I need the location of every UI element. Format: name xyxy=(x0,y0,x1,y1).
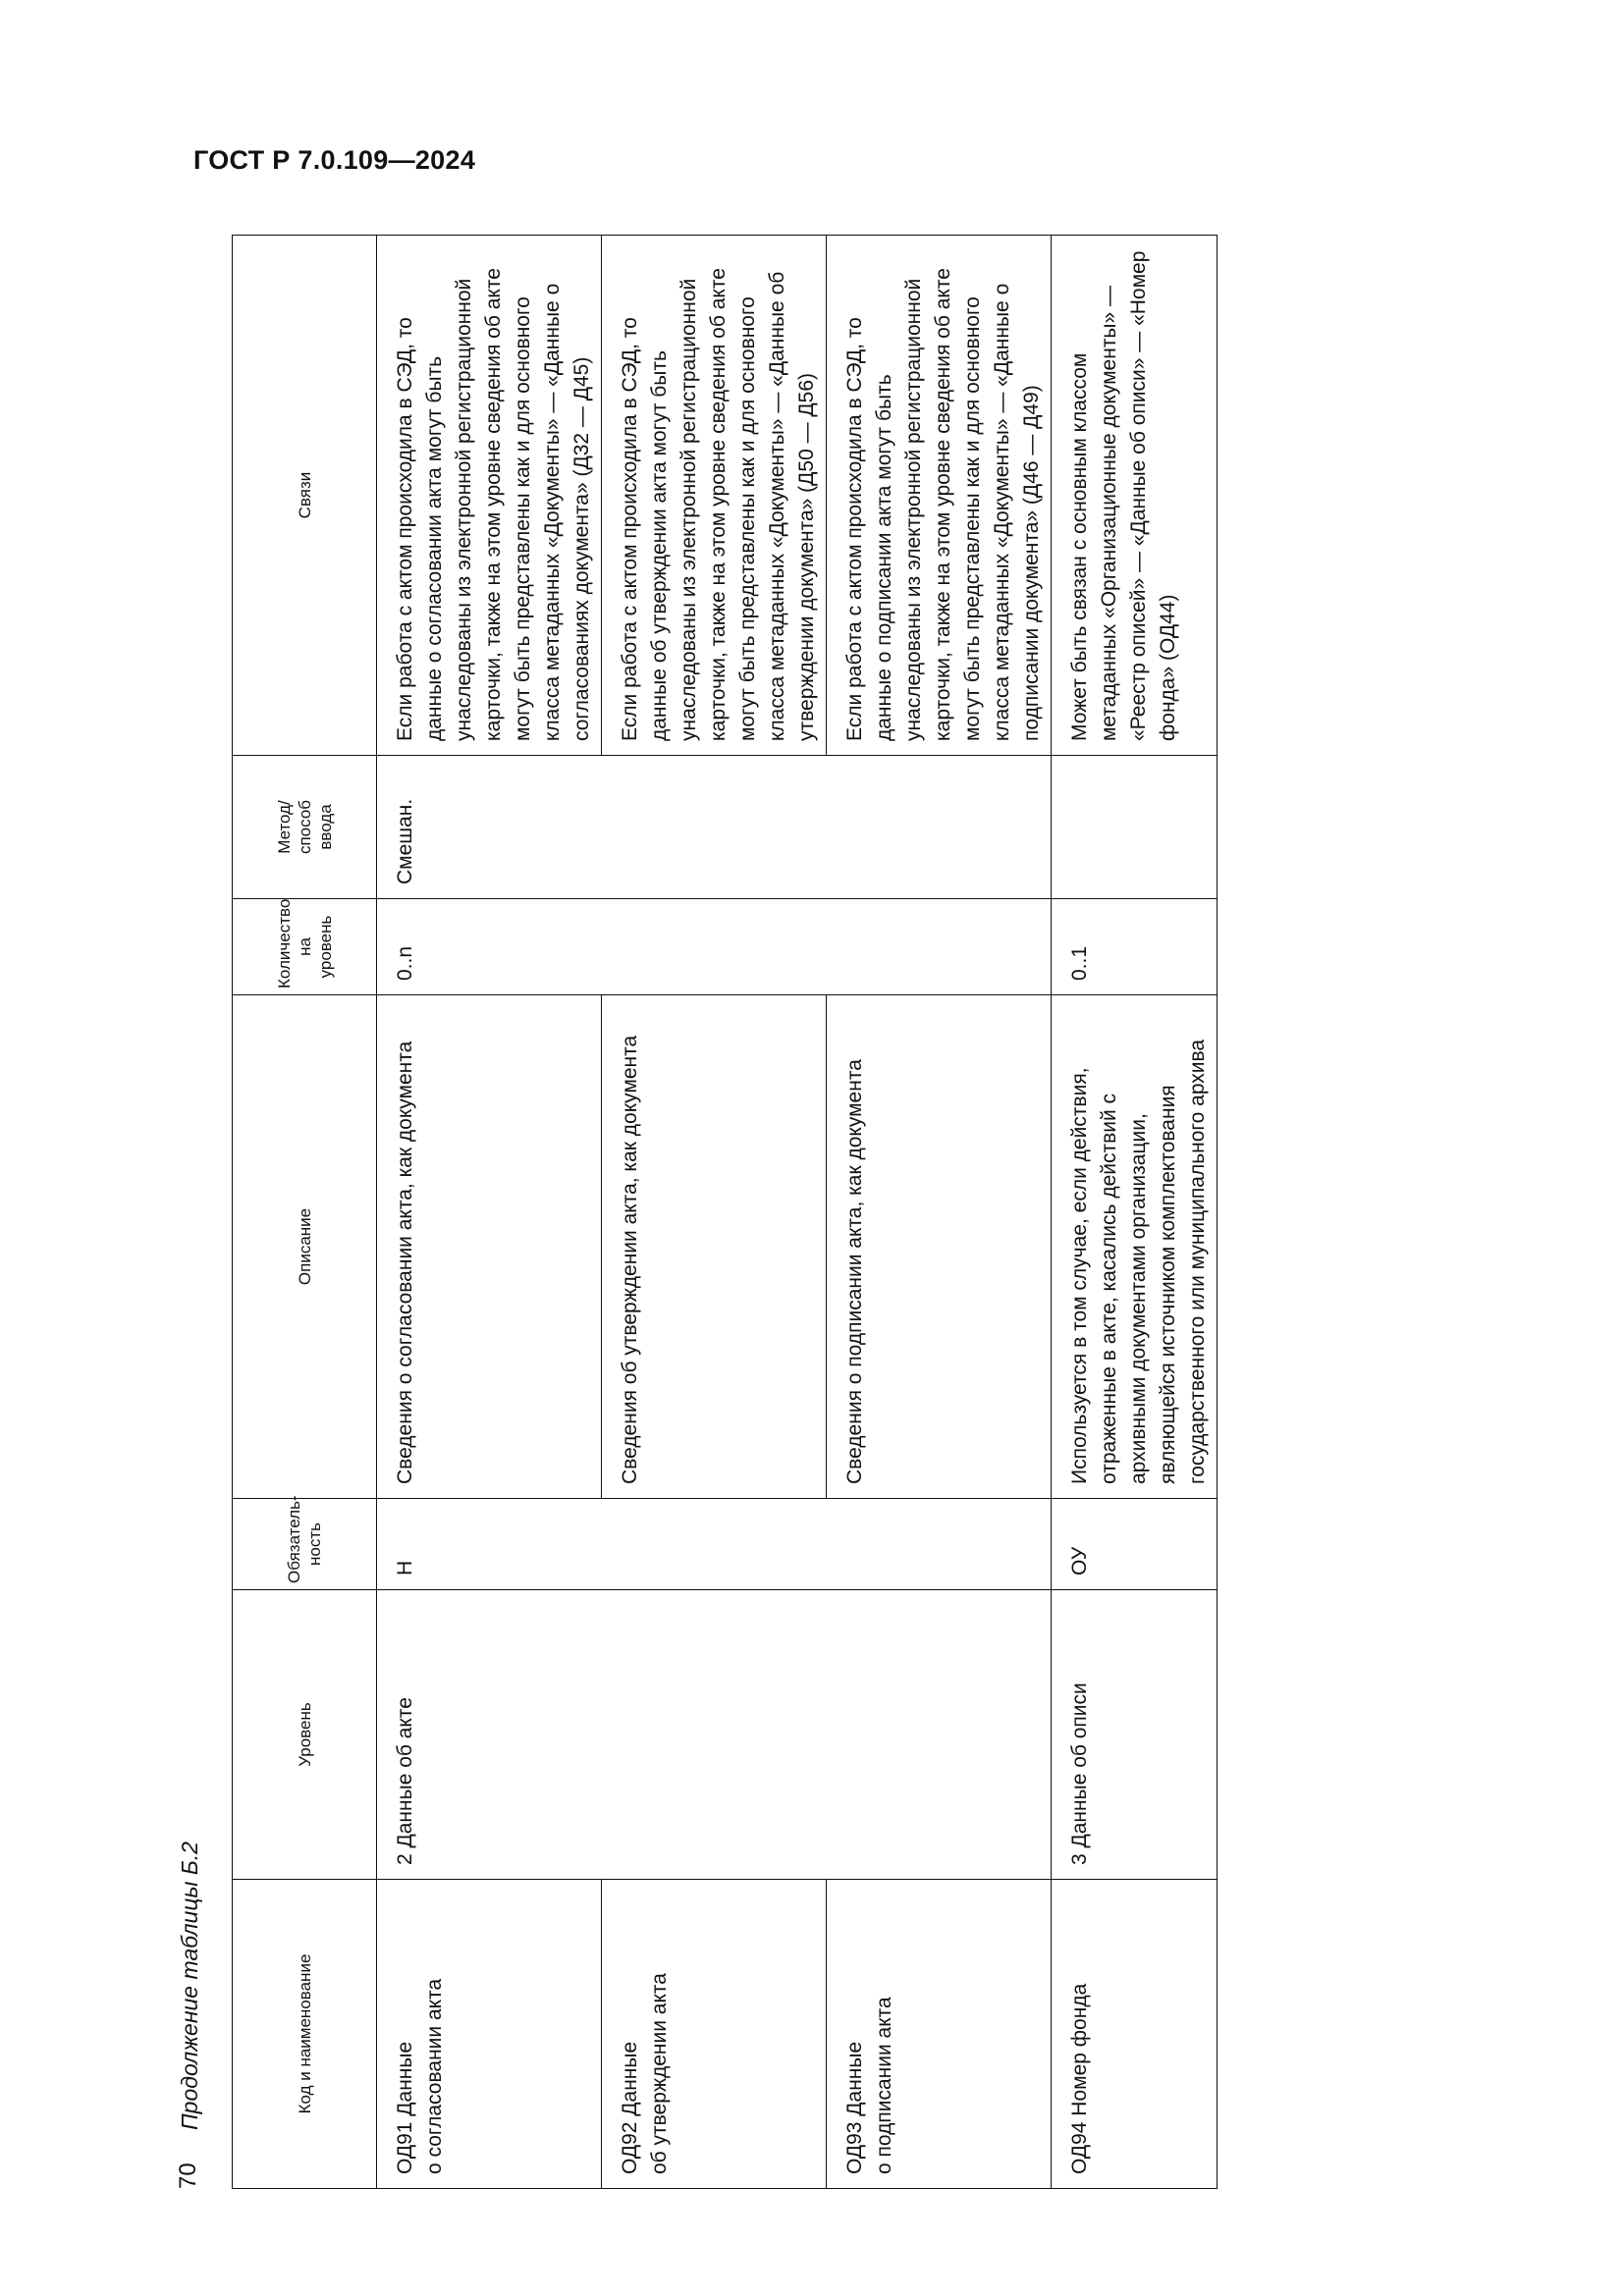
cell-relations: Если работа с актом происходила в СЭД, то данные об утверждении акта могут быть унаследованы из электронной регистрационной карточки, также на этом уровне сведения об акте могут быть представлены как и для основного класса метаданных «Документы» — «Данные об утверждении документа» (Д50 — Д56) xyxy=(602,236,827,756)
col-header-relations: Связи xyxy=(233,236,377,756)
table-header-row xyxy=(233,236,377,2189)
cell-relations: Может быть связан с основным классом метаданных «Организационные документы» — «Реестр описей» — «Данные об описи» — «Номер фонда» (ОД44) xyxy=(1052,236,1218,756)
col-header-code-name: Код и наименование xyxy=(233,1880,377,2189)
table-row xyxy=(1052,236,1218,2189)
cell-quantity: 0..1 xyxy=(1052,899,1218,995)
cell-description: Сведения о согласовании акта, как документа xyxy=(377,995,602,1499)
cell-code-name: ОД93 Данные о подписании акта xyxy=(827,1880,1052,2189)
cell-method xyxy=(1052,756,1218,899)
col-header-level: Уровень xyxy=(233,1590,377,1880)
cell-obligation: Н xyxy=(377,1499,1052,1590)
table-row xyxy=(377,236,602,2189)
col-header-quantity: Количество на уровень xyxy=(233,899,377,995)
cell-description: Используется в том случае, если действия, отраженные в акте, касались действий с архивными документами организации, являющейся источником комплектования государственного или муниципального архива xyxy=(1052,995,1218,1499)
cell-relations: Если работа с актом происходила в СЭД, то данные о согласовании акта могут быть унаследованы из электронной регистрационной карточки, также на этом уровне сведения об акте могут быть представлены как и для основного класса метаданных «Документы» — «Данные о согласованиях документа» (Д32 — Д45) xyxy=(377,236,602,756)
cell-description: Сведения об утверждении акта, как документа xyxy=(602,995,827,1499)
cell-code-name: ОД94 Номер фонда xyxy=(1052,1880,1218,2189)
rotated-table-area xyxy=(167,226,1463,2189)
cell-level: 3 Данные об описи xyxy=(1052,1590,1218,1880)
cell-code-name: ОД91 Данные о согласовании акта xyxy=(377,1880,602,2189)
metadata-table xyxy=(232,235,1218,2189)
table-row xyxy=(827,236,1052,2189)
table-caption: Продолжение таблицы Б.2 xyxy=(177,1842,202,2130)
cell-relations: Если работа с актом происходила в СЭД, то данные о подписании акта могут быть унаследованы из электронной регистрационной карточки, также на этом уровне сведения об акте могут быть представлены как и для основного класса метаданных «Документы» — «Данные о подписании документа» (Д46 — Д49) xyxy=(827,236,1052,756)
cell-obligation: ОУ xyxy=(1052,1499,1218,1590)
document-header: ГОСТ Р 7.0.109—2024 xyxy=(193,145,476,175)
page-number: 70 xyxy=(175,2163,201,2189)
cell-method: Смешан. xyxy=(377,756,1052,899)
table-row xyxy=(602,236,827,2189)
col-header-obligation: Обязатель- ность xyxy=(233,1499,377,1590)
cell-code-name: ОД92 Данные об утверждении акта xyxy=(602,1880,827,2189)
cell-quantity: 0..n xyxy=(377,899,1052,995)
col-header-description: Описание xyxy=(233,995,377,1499)
cell-level: 2 Данные об акте xyxy=(377,1590,1052,1880)
cell-description: Сведения о подписании акта, как документа xyxy=(827,995,1052,1499)
col-header-method: Метод/ способ ввода xyxy=(233,756,377,899)
